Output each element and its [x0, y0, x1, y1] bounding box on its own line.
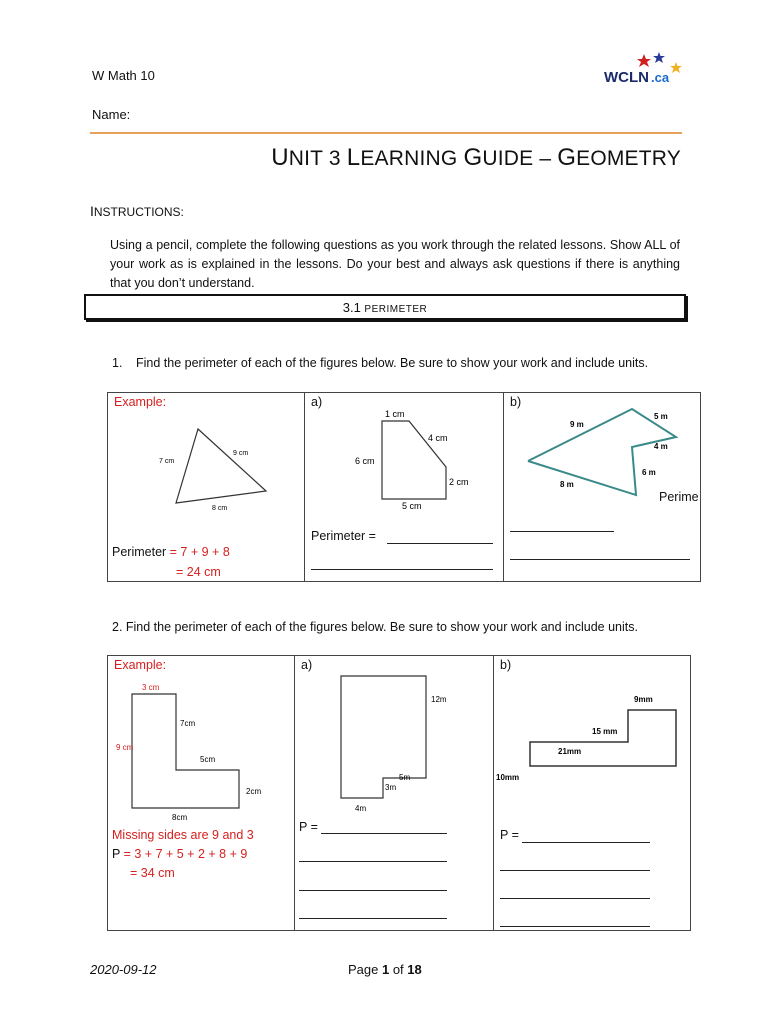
svg-text:10mm: 10mm	[496, 773, 520, 782]
answer-line[interactable]	[299, 918, 447, 919]
svg-text:21mm: 21mm	[558, 747, 582, 756]
course-name: W Math 10	[92, 68, 155, 83]
step-figure	[496, 686, 690, 806]
question-2-prompt: 2. Find the perimeter of each of the figures below. Be sure to show your work and include units.	[112, 620, 638, 634]
svg-text:5m: 5m	[399, 773, 411, 782]
svg-text:6 m: 6 m	[642, 468, 656, 477]
example-work: P = 3 + 7 + 5 + 2 + 8 + 9	[112, 847, 248, 861]
answer-line[interactable]	[500, 870, 650, 871]
svg-text:5 m: 5 m	[654, 412, 668, 421]
svg-text:4 cm: 4 cm	[428, 433, 448, 443]
example-label: Example:	[114, 395, 167, 409]
svg-text:9 cm: 9 cm	[116, 743, 134, 752]
answer-line[interactable]	[311, 569, 493, 570]
footer-date: 2020-09-12	[90, 962, 157, 977]
logo-suffix: .ca	[651, 70, 670, 85]
answer-line[interactable]	[321, 833, 447, 834]
page-title: UNIT 3 LEARNING GUIDE – GEOMETRY	[271, 144, 681, 171]
footer-page-number: Page 1 of 18	[348, 962, 422, 977]
star-icon-red	[637, 54, 651, 67]
q2-a-p-label: P =	[299, 820, 318, 834]
svg-text:9mm: 9mm	[634, 695, 653, 704]
svg-text:8cm: 8cm	[172, 813, 188, 822]
logo-text: WCLN	[604, 69, 649, 86]
q1-a-label: a)	[311, 395, 323, 409]
answer-line[interactable]	[510, 531, 614, 532]
svg-text:4m: 4m	[355, 804, 367, 813]
question-1-table	[107, 392, 701, 582]
svg-text:8 cm: 8 cm	[212, 505, 228, 512]
star-icon-blue	[653, 52, 665, 63]
example-work-result: = 34 cm	[130, 866, 175, 880]
instructions-text: Using a pencil, complete the following questions as you work through the related lessons. Show ALL of your work as is explained in the lessons. Do your best and always ask questions if there is anything that you don’t understand.	[110, 238, 680, 290]
l-shape-figure	[116, 680, 286, 828]
answer-line[interactable]	[510, 559, 690, 560]
svg-text:3m: 3m	[385, 783, 397, 792]
svg-text:9 cm: 9 cm	[233, 450, 249, 457]
q2-b-cell	[494, 656, 691, 931]
svg-text:4 m: 4 m	[654, 442, 668, 451]
wcln-logo	[604, 52, 686, 86]
answer-line[interactable]	[299, 861, 447, 862]
svg-text:2 cm: 2 cm	[449, 477, 469, 487]
q2-b-p-label: P =	[500, 828, 519, 842]
star-icon-yellow	[670, 62, 682, 73]
q1-a-cell	[305, 393, 504, 582]
svg-text:6 cm: 6 cm	[355, 456, 375, 466]
pentagon-figure	[345, 407, 495, 517]
svg-text:15 mm: 15 mm	[592, 727, 618, 736]
example-label: Example:	[114, 658, 167, 672]
svg-text:1 cm: 1 cm	[385, 409, 405, 419]
q2-example-cell	[108, 656, 295, 931]
question-2-table	[107, 655, 691, 931]
answer-line[interactable]	[500, 926, 650, 927]
example-perimeter-result: = 24 cm	[176, 565, 221, 579]
missing-sides-note: Missing sides are 9 and 3	[112, 828, 254, 842]
triangle-figure	[138, 421, 308, 521]
cut-off-text: Perime	[659, 490, 699, 504]
svg-text:5 cm: 5 cm	[402, 501, 422, 511]
section-heading: 3.1 PERIMETER	[84, 294, 686, 320]
q2-b-label: b)	[500, 658, 512, 672]
svg-text:8 m: 8 m	[560, 480, 574, 489]
svg-text:7 cm: 7 cm	[159, 458, 175, 465]
question-1-prompt: 1. Find the perimeter of each of the figures below. Be sure to show your work and include units.	[112, 356, 649, 370]
q1-example-cell	[108, 393, 305, 582]
answer-line[interactable]	[387, 543, 493, 544]
svg-text:12m: 12m	[431, 695, 447, 704]
svg-text:2cm: 2cm	[246, 787, 262, 796]
answer-line[interactable]	[299, 890, 447, 891]
svg-text:3 cm: 3 cm	[142, 683, 160, 692]
q2-a-label: a)	[301, 658, 313, 672]
answer-line[interactable]	[500, 898, 650, 899]
quadrilateral-figure	[518, 399, 700, 499]
q1-b-cell	[504, 393, 701, 582]
example-perimeter: Perimeter = 7 + 9 + 8	[112, 545, 230, 559]
svg-text:9 m: 9 m	[570, 420, 584, 429]
svg-text:7cm: 7cm	[180, 719, 196, 728]
q2-a-cell	[295, 656, 494, 931]
name-label: Name:	[92, 107, 131, 122]
answer-line[interactable]	[522, 842, 650, 843]
q1-b-label: b)	[510, 395, 522, 409]
svg-text:5cm: 5cm	[200, 755, 216, 764]
header-rule	[90, 132, 682, 134]
instructions-heading: INSTRUCTIONS:	[90, 203, 184, 219]
notched-figure	[335, 670, 485, 820]
q1-a-perimeter-label: Perimeter =	[311, 529, 376, 543]
